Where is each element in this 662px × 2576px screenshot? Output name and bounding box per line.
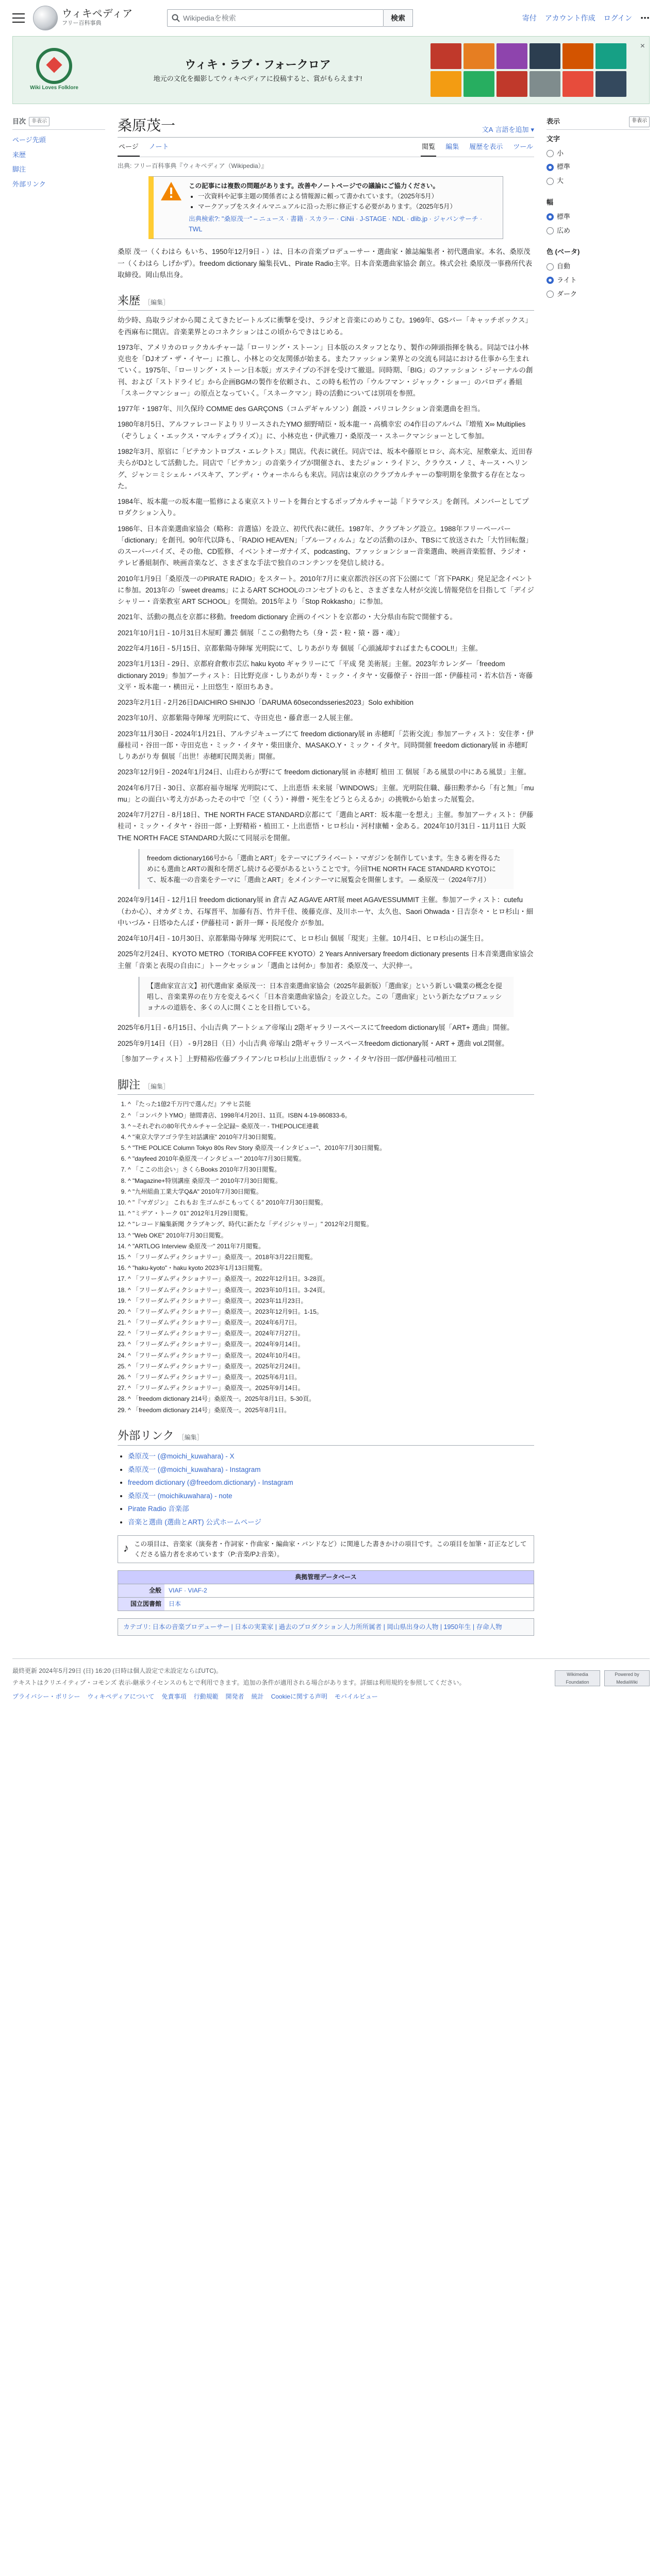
toc-item-history[interactable]: 来歴 [12, 150, 26, 159]
external-links-list [128, 1450, 534, 1529]
appearance-option[interactable] [547, 174, 650, 188]
wikipedia-globe-icon [33, 6, 58, 30]
appearance-group [547, 197, 650, 238]
music-note-icon: ♪ [123, 1541, 129, 1554]
edit-section-link[interactable]: ［編集］ [178, 1433, 203, 1441]
reference-item[interactable]: 27. ^ 「フリーダムディクショナリー」桑原茂一。2025年9月14日。 [128, 1383, 534, 1394]
toc-item-external-links[interactable]: 外部リンク [12, 180, 46, 189]
main-menu-icon[interactable] [12, 13, 25, 23]
donate-link[interactable]: 寄付 [522, 13, 537, 22]
banner-photo [562, 71, 593, 97]
banner-photo [431, 71, 461, 97]
section-heading-references [118, 1076, 534, 1095]
appearance-option-label: 広め [557, 226, 571, 234]
tab-history[interactable]: 履歴を表示 [469, 143, 503, 151]
close-banner-icon[interactable]: × [640, 42, 645, 50]
banner-photo [464, 43, 494, 69]
history-paragraph: 2025年6月1日 - 6月15日、小山吉典 アートシェア帝塚山 2階ギャラリースペースにてfreedom dictionary展「ART+ 選曲」開催。 [118, 1024, 514, 1032]
external-link[interactable]: 桑原茂一 (@moichi_kuwahara) - Instagram [128, 1465, 261, 1473]
history-paragraph: 2023年11月30日 - 2024年1月21日、アルテジキューブにて freedom dictionary展 in 赤穂町「芸術交流」参加アーティスト：安住孝・伊藤桂司・谷田一郎・寺田克也・ミック・イタヤ・柴田康介、MASAKO.Y・ミック・イタヤ。同時開催 freedom dictionary展 in 赤穂町 しりあがり寿 個展「出世！赤穂町民間美術」開催。 [118, 730, 534, 761]
authority-value[interactable]: VIAF · VIAF-2 [169, 1586, 207, 1594]
history-paragraph: 1986年、日本音楽選曲家協会（略称：音選協）を設立、初代代表に就任。1987年、クラブキング設立。1988年フリーペーパー「dictionary」を創刊。90年代以降も、「RADIO HEAVEN」「ブルーフィルム」などの活動のほか、TBSにて放送された「大竹回転盤」のスーパーバイズ、その他、CD監修、イベントオーガナイズ、podcasting、ファッションショー音楽選曲、映画音楽監督、ラジオ・テレビ番組制作、映画音楽など、さまざまな手法で独自のコンテンツを発信し続ける。 [118, 524, 533, 567]
appearance-option[interactable] [547, 224, 650, 238]
history-paragraph: 2023年2月1日 - 2月26日DAICHIRO SHINJO「DARUMA 60secondsseries2023」Solo exhibition [118, 699, 413, 707]
external-link[interactable]: Pirate Radio 音楽部 [128, 1505, 189, 1513]
appearance-option[interactable] [547, 210, 650, 224]
create-account-link[interactable]: アカウント作成 [544, 13, 595, 22]
history-body [118, 315, 534, 1065]
footer-link[interactable]: 行動規範 [193, 1693, 219, 1701]
reference-item[interactable]: 1. ^ 『たった1億2千万円で選んだ』アサヒ芸能 [128, 1099, 534, 1110]
banner-photo-grid [431, 43, 626, 97]
history-paragraph: 2021年10月1日 - 10月31日木屋町 灘芸 個展「ここの動物たち（身・芸・粒・猿・器・魂）」 [118, 629, 404, 637]
license-text: テキストはクリエイティブ・コモンズ 表示-継承ライセンスのもとで利用できます。追加の条件が適用される場合があります。詳細は利用規約を参照してください。 [12, 1679, 466, 1687]
radio-icon[interactable] [547, 164, 554, 171]
appearance-option[interactable] [547, 147, 650, 161]
history-paragraph: 1977年・1987年、川久保玲 COMME des GARÇONS（コムデギャルソン）創設・パリコレクション音楽選曲を担当。 [118, 405, 485, 413]
history-paragraph: 1984年、坂本龍一の坂本龍一監修による東京ストリートを舞台とするポップカルチャー誌「ドラマシス」を創刊。メンバーとしてプロダクション入り。 [118, 498, 529, 517]
history-paragraph: 2010年1月9日「桑原茂一のPIRATE RADIO」をスタート。2010年7月に東京都渋谷区の宮下公園にて「宮下PARK」発足記念イベントに参加。2013年の「sweet dreams」によるART SCHOOLのコンセプトのもと、さまざまな人材が交流し情報発信を目指して「デイジシャリー・音楽教室 ART SCHOOL」を開始。2015年より「Stop Rokkasho」に参加。 [118, 574, 534, 606]
appearance-group [547, 134, 650, 188]
banner-photo [529, 71, 560, 97]
appearance-option[interactable] [547, 287, 650, 301]
history-paragraph: 2024年10月4日 - 10月30日、京都紫陽寺陣塚 光明院にて、ヒロ杉山 個展「現実」主催。10月4日、ヒロ杉山の誕生日。 [118, 935, 488, 943]
more-options-icon[interactable]: ⋯ [640, 12, 650, 23]
reference-item[interactable]: 9. ^ "九州組曲工業大学Q&A" 2010年7月30日閲覧。 [128, 1187, 534, 1197]
add-language-label: 言語を追加 [495, 125, 529, 133]
external-link[interactable]: 音楽と選曲 (選曲とART) 公式ホームページ [128, 1518, 261, 1526]
history-paragraph: 1980年8月5日、アルファレコードよりリリースされたYMO 細野晴臣・坂本龍一・高橋幸宏 の4作目のアルバム『増殖 X∞ Multiplies（ぞうしょく・エックス・マルティプライズ）』に、小林克也・伊武雅刀・桑原茂一・スネークマンショーとして参加。 [118, 420, 526, 440]
user-links [522, 11, 650, 26]
stub-notice-text: この項目は、音楽家（演奏者・作詞家・作曲家・編曲家・バンドなど）に関連した書きかけの項目です。この項目を加筆・訂正などしてくださる協力者を求めています（P:音楽/PJ:音楽）。 [134, 1540, 527, 1558]
toc-item-top[interactable]: ページ先頭 [12, 135, 46, 144]
language-icon: 文A [482, 125, 493, 133]
campaign-banner[interactable] [12, 36, 650, 104]
footer-link[interactable]: Cookieに関する声明 [271, 1693, 327, 1701]
appearance-option[interactable] [547, 160, 650, 174]
authority-header: 典拠管理データベース [118, 1571, 534, 1584]
reference-item[interactable]: 8. ^ "Magazine+特別講座 桑原茂一" 2010年7月30日閲覧。 [128, 1176, 534, 1187]
history-paragraph: 1982年3月、原宿に「ピテカントロプス・エレクトス」開店。代表に就任。同店では、坂本や藤原ヒロシ、高木完、屋敷豪太、近田春夫らがDJとして活動した。同店で「ピテカン」の音楽ライブが開催され、またジョン・ライドン、クラウス・ノミ、キース・ヘリング、ジャン＝ミシェル・バスキア、アンディ・ウォーホルらも来店。同店は東京のクラブカルチャーの黎明期を象徴する存在となった。 [118, 448, 533, 490]
history-paragraph: 2023年10月、京都紫陽寺陣塚 光明院にて、寺田克也・藤倉恵一 2人展主催。 [118, 714, 357, 722]
history-paragraph: 2024年9月14日 - 12月1日 freedom dictionary展 in 倉吉 AZ AGAVE ART展 meet AGAVESSUMMIT 主催。参加アーティスト：cutefu（わか心）、オカダミカ、石塚晋平、加藤有吾、竹井千佳、後藤克彦、及川ホーヤ、太久也、Saori Ohwada・日吉奈々・ヒロ杉山・細中いづみ・日塔ゆたんぽ・伊藤桂司・新井一輝・長尾俊介 が参加。 [118, 896, 534, 927]
reference-item[interactable]: 15. ^ 「フリーダムディクショナリー」桑原茂一。2018年3月22日閲覧。 [128, 1252, 534, 1263]
banner-photo [529, 43, 560, 69]
list-item [128, 1516, 534, 1529]
history-paragraph: 2023年1月13日 - 29日、京都府倉敷市芸広 haku kyoto ギャラリーにて「平成 発 美術展」主催。2023年カレンダー「freedom dictionary 2019」参加アーティスト：日比野克彦・しりあがり寿・ミック・イタヤ・安藤僚子・谷田一郎・伊藤桂司・若木信吾・寄藤文平・坂本龍一・横田元・上田悠生・原田ちあき。 [118, 660, 533, 691]
appearance-group [547, 247, 650, 301]
list-item [128, 1463, 534, 1477]
toc-hide-button[interactable]: 非表示 [29, 117, 49, 126]
add-language-button[interactable] [482, 125, 534, 135]
site-name: ウィキペディア [62, 7, 133, 20]
reference-item[interactable]: 3. ^ ~それぞれの80年代カルチャー全記録~ 桑原茂一 - THEPOLICE連載 [128, 1121, 534, 1132]
appearance-group-title: 幅 [547, 198, 554, 206]
reference-item[interactable]: 4. ^ "東京大学アゴラ学生対話講座" 2010年7月30日閲覧。 [128, 1132, 534, 1143]
list-item [128, 1502, 534, 1516]
appearance-option[interactable] [547, 274, 650, 287]
radio-icon[interactable] [547, 277, 554, 284]
reference-item[interactable]: 18. ^ 「フリーダムディクショナリー」桑原茂一。2023年10月1日。3-24頁。 [128, 1285, 534, 1296]
history-paragraph: 2024年7月27日 - 8月18日、THE NORTH FACE STANDARD京都にて「選曲とART：坂本龍一を想え」主催。参加アーティスト：伊藤桂司・ミック・イタヤ・谷田一郎・上野精裕・植田工・上出恵悟・ヒロ杉山・河村康輔・金ある。2024年10月31日 - 11月11日 大阪 THE NORTH FACE STANDARD大阪にて同展示を開催。 [118, 811, 534, 842]
reference-item[interactable]: 16. ^ "haku-kyoto"・haku kyoto 2023年1月13日閲覧。 [128, 1263, 534, 1274]
banner-photo [496, 43, 527, 69]
mediawiki-badge[interactable]: Powered by MediaWiki [604, 1670, 650, 1686]
tab-edit[interactable]: 編集 [445, 143, 459, 151]
references-heading: 脚注 [118, 1079, 141, 1092]
external-links-heading: 外部リンク [118, 1429, 174, 1443]
page-title: 桑原茂一 [118, 117, 176, 134]
reference-item[interactable]: 28. ^ 「freedom dictionary 214号」桑原茂一。2025年8月1日。5-30頁。 [128, 1394, 534, 1404]
list-item [128, 1450, 534, 1463]
radio-icon[interactable] [547, 291, 554, 298]
appearance-option-label: ライト [557, 276, 577, 284]
history-paragraph: 2025年9月14日（日） - 9月28日（日）小山吉典 帝塚山 2階ギャラリースペースfreedom dictionary展・ART + 選曲 vol.2開催。 [118, 1039, 509, 1047]
chevron-down-icon: ▾ [531, 125, 534, 133]
reference-item[interactable]: 10. ^ "『マガジン』 これもお 生ゴムがこもってくる" 2010年7月30日閲覧。 [128, 1197, 534, 1208]
reference-item[interactable]: 23. ^ 「フリーダムディクショナリー」桑原茂一。2024年9月14日。 [128, 1339, 534, 1350]
authority-value[interactable]: 日本 [169, 1600, 181, 1607]
reference-item[interactable]: 13. ^ "Web OKE" 2010年7月30日閲覧。 [128, 1230, 534, 1241]
reference-item[interactable]: 17. ^ 「フリーダムディクショナリー」桑原茂一。2022年12月1日。3-28頁。 [128, 1274, 534, 1284]
block-quote: 【選曲家宣言文】初代選曲家 桑原茂一：日本音楽選曲家協会（2025年最新版）「選曲家」という新しい職業の概念を提唱し、音楽業界の在り方を変えるべく「日本音楽選曲家協会」を設立した。この「選曲家」という新たなプロフェッショナルの道筋を、多くの人に開くことを目指している。 [138, 977, 514, 1017]
reference-item[interactable]: 29. ^ 「freedom dictionary 214号」桑原茂一。2025年8月1日。 [128, 1405, 534, 1416]
appearance-option[interactable] [547, 260, 650, 274]
appearance-heading: 表示 [547, 117, 560, 125]
search-icon [172, 14, 180, 22]
reference-item[interactable]: 2. ^ 「コンパクトYMO」徳間書店、1998年4月20日、11頁。ISBN 4-19-860833-6。 [128, 1110, 534, 1121]
reference-item[interactable]: 25. ^ 「フリーダムディクショナリー」桑原茂一。2025年2月24日。 [128, 1361, 534, 1372]
edit-section-link[interactable]: ［編集］ [144, 299, 170, 307]
table-of-contents [12, 116, 105, 1643]
banner-logo-caption: Wiki Loves Folklore [30, 85, 78, 91]
block-quote: freedom dictionary166号から「選曲とART」をテーマにプライベート・マガジンを制作しています。生きる術を得るためにも選曲とARTの親和を閉ざし続ける必要があるということです。今回THE NORTH FACE STANDARD KYOTOにて、坂本龍一の音楽をテーマに「選曲とART」をメインテーマに展覧会を開催します。 ― 桑原茂一（2024年7月） [138, 849, 514, 889]
banner-photo [496, 71, 527, 97]
site-tagline: フリー百科事典 [62, 20, 102, 27]
authority-key: 国立図書館 [118, 1598, 164, 1611]
reference-item[interactable]: 11. ^ "ミデア・トーク 01" 2012年1月29日閲覧。 [128, 1208, 534, 1219]
history-paragraph: 幼少時、鳥取ラジオから聞こえてきたビートルズに衝撃を受け、ラジオと音楽にのめりこむ。1969年、GSバー「キャッチボックス」を西麻布に開店。音楽業界とのコネクションはこの頃からできはじめる。 [118, 316, 532, 336]
authority-key: 全般 [118, 1584, 164, 1597]
list-item [128, 1476, 534, 1489]
search-form [167, 9, 413, 27]
source-search-links[interactable]: 出典検索?: "桑原茂一" – ニュース · 書籍 · スカラー · CiNii · J-STAGE · NDL · dlib.jp · ジャパンサーチ · TWL [189, 215, 483, 233]
stub-notice [118, 1535, 534, 1563]
tab-tools[interactable]: ツール [513, 143, 533, 151]
reference-item[interactable]: 14. ^ "ARTLOG Interview 桑原茂一" 2011年7月閲覧。 [128, 1241, 534, 1252]
reference-item[interactable]: 6. ^ "dayfeed 2010年桑原茂一インタビュー" 2010年7月30日閲覧。 [128, 1154, 534, 1164]
footer-link[interactable]: 統計 [251, 1693, 264, 1701]
external-link[interactable]: 桑原茂一 (@moichi_kuwahara) - X [128, 1452, 235, 1460]
search-button[interactable]: 検索 [384, 9, 413, 27]
radio-icon[interactable] [547, 178, 554, 185]
appearance-panel [547, 116, 650, 1643]
reference-item[interactable]: 19. ^ 「フリーダムディクショナリー」桑原茂一。2023年11月23日。 [128, 1296, 534, 1307]
notice-item: • マークアップをスタイルマニュアルに沿った形に修正する必要があります。（2025年5月） [198, 201, 496, 212]
banner-photo [562, 43, 593, 69]
history-paragraph: ［参加アーティスト］上野精裕/佐藤ブライアン/ヒロ杉山/上出恵悟/ミック・イタヤ/谷田一郎/伊藤桂司/植田工 [118, 1055, 457, 1063]
appearance-option-label: 標準 [557, 163, 571, 171]
history-paragraph: 2023年12月9日 - 2024年1月24日、山荘わらが野にて freedom dictionary展 in 赤穂町 植田 工 個展「ある風景の中にある風景」主催。 [118, 768, 531, 776]
toc-item-references[interactable]: 脚注 [12, 165, 26, 174]
last-edited: 最終更新 2024年5月29日 (日) 16:20 (日時は個人設定で未設定ならばUTC)。 [12, 1667, 222, 1675]
notice-item: • 一次資料や記事主題の関係者による情報源に頼って書かれています。（2025年5月） [198, 191, 496, 201]
banner-logo [23, 45, 85, 95]
authority-control [118, 1570, 534, 1612]
list-item [128, 1489, 534, 1503]
appearance-option-label: 自動 [557, 262, 571, 270]
reference-item[interactable]: 24. ^ 「フリーダムディクショナリー」桑原茂一。2024年10月4日。 [128, 1350, 534, 1361]
footer-link[interactable]: プライバシー・ポリシー [12, 1693, 80, 1701]
login-link[interactable]: ログイン [603, 13, 632, 22]
intro-paragraph: 桑原 茂一（くわはら もいち、1950年12月9日 - ）は、日本の音楽プロデューサー・選曲家・雑誌編集者・初代選曲家。本名、桑原茂一（くわはら しげかず）。freedom dictionary 編集長VL、Pirate Radio主宰。日本音楽選曲家協会 創立。株式会社 桑原茂一事務所代表取締役。岡山県出身。 [118, 248, 533, 279]
site-logo[interactable] [33, 6, 146, 30]
history-paragraph: 2025年2月24日、KYOTO METRO（TORIBA COFFEE KYOTO）2 Years Anniversary freedom dictionary presents 日本音楽選曲家協会主催「音楽と表現の自由に」トークセッション「選曲とは何か」参加者：桑原茂一、大沢伸一。 [118, 950, 534, 970]
tab-read[interactable]: 閲覧 [421, 139, 436, 157]
footer-link[interactable]: モバイルビュー [334, 1693, 378, 1701]
banner-photo [464, 71, 494, 97]
from-wikipedia: 出典: フリー百科事典『ウィキペディア（Wikipedia）』 [118, 162, 268, 170]
search-placeholder: Wikipediaを検索 [183, 13, 236, 22]
reference-item[interactable]: 20. ^ 「フリーダムディクショナリー」桑原茂一。2023年12月9日。1-15。 [128, 1307, 534, 1317]
wikimedia-badge[interactable]: Wikimedia Foundation [555, 1670, 600, 1686]
tab-page[interactable]: ページ [118, 139, 140, 157]
search-input[interactable] [167, 9, 384, 27]
reference-item[interactable]: 7. ^ 「ここの出会い」さくらBooks 2010年7月30日閲覧。 [128, 1164, 534, 1175]
radio-icon[interactable] [547, 213, 554, 221]
edit-section-link[interactable]: ［編集］ [144, 1083, 170, 1091]
external-link[interactable]: 桑原茂一 (moichikuwahara) - note [128, 1492, 233, 1500]
category-links[interactable]: カテゴリ: 日本の音楽プロデューサー | 日本の実業家 | 過去のプロダクション人力所所属者 | 岡山県出身の人物 | 1950年生 | 存命人物 [118, 1618, 534, 1636]
toc-heading: 目次 [12, 117, 26, 125]
reference-item[interactable]: 21. ^ 「フリーダムディクショナリー」桑原茂一。2024年6月7日。 [128, 1317, 534, 1328]
reference-item[interactable]: 5. ^ "THE POLICE Column Tokyo 80s Rev Story 桑原茂一インタビュー"、2010年7月30日閲覧。 [128, 1143, 534, 1154]
banner-photo [595, 71, 626, 97]
article-main [105, 116, 547, 1643]
appearance-option-label: 大 [557, 177, 564, 185]
section-heading-external-links [118, 1427, 534, 1446]
radio-icon[interactable] [547, 150, 554, 157]
appearance-hide-button[interactable]: 非表示 [629, 116, 650, 127]
reference-item[interactable]: 22. ^ 「フリーダムディクショナリー」桑原茂一。2024年7月27日。 [128, 1328, 534, 1339]
appearance-option-label: 小 [557, 149, 564, 157]
site-header [0, 0, 662, 36]
radio-icon[interactable] [547, 227, 554, 234]
issues-notice [148, 176, 503, 239]
banner-title: ウィキ・ラブ・フォークロア [185, 58, 331, 71]
references-list [128, 1099, 534, 1415]
section-heading-history [118, 292, 534, 311]
banner-photo [595, 43, 626, 69]
notice-title: この記事には複数の問題があります。改善やノートページでの議論にご協力ください。 [189, 182, 439, 190]
history-paragraph: 2024年6月7日 - 30日、京都府福寺堀塚 光明院にて、上出恵悟 未来展「WINDOWS」主催。光明院住職、藤田勲孝から「有と無」「mu mu」との面白い考え方があったその中で「空（くう）・禅僧・死生をどうとらえるか」の挑戦から始まった展覧会。 [118, 784, 534, 803]
appearance-group-title: 文字 [547, 134, 560, 143]
radio-icon[interactable] [547, 263, 554, 270]
appearance-option-label: 標準 [557, 212, 571, 221]
banner-photo [431, 43, 461, 69]
appearance-group-title: 色 (ベータ) [547, 248, 580, 256]
footer-link[interactable]: ウィキペディアについて [87, 1693, 155, 1701]
history-paragraph: 2021年、活動の拠点を京都に移動。freedom dictionary 企画のイベントを京都の・大分県由布院で開催する。 [118, 613, 457, 621]
history-paragraph: 2022年4月16日 - 5月15日、京都紫陽寺陣塚 光明院にて、しりあがり寿 個展「心頭滅却すればまたもCOOL!!」主催。 [118, 645, 483, 652]
footer-link[interactable]: 開発者 [225, 1693, 244, 1701]
footer-link[interactable]: 免責事項 [161, 1693, 187, 1701]
folklore-logo-icon [36, 48, 72, 84]
external-link[interactable]: freedom dictionary (@freedom.dictionary) - Instagram [128, 1479, 293, 1487]
warning-icon [160, 181, 183, 201]
banner-subtitle: 地元の文化を撮影してウィキペディアに投稿すると、賞がもらえます! [153, 75, 362, 83]
reference-item[interactable]: 26. ^ 「フリーダムディクショナリー」桑原茂一。2025年6月1日。 [128, 1372, 534, 1383]
history-paragraph: 1973年、アメリカのロックカルチャー誌「ローリング・ストーン」日本版のスタッフとなり、製作の陣頭指揮を執る。同誌では小林克也を「DJオブ・ザ・イヤー」に推し、小林との交友関係が始まる。またファッション業界との交流も同誌における仕事から生まれていく。1975年、「ローリング・ストーン日本版」ガステイプの不評を受けて撤退。同時期、「BIG」のファッション・ジャーナルの創刊、および「ストドライビ」から企画BGMの製作を依頼され、この時も松竹の「ウルフマン・ジャック・ショー」のパロディ番組「スネークマンショー」の原点となっていく。「スネークマン」時の活動については別項を参照。 [118, 343, 533, 397]
tab-talk[interactable]: ノート [148, 143, 169, 151]
reference-item[interactable]: 12. ^ "レコード編集新聞 クラブキング、時代に新たな「デイジシャリー」" 2012年2月閲覧。 [128, 1219, 534, 1230]
appearance-option-label: ダーク [557, 290, 577, 298]
page-footer [12, 1658, 650, 1718]
history-heading: 来歴 [118, 295, 141, 308]
